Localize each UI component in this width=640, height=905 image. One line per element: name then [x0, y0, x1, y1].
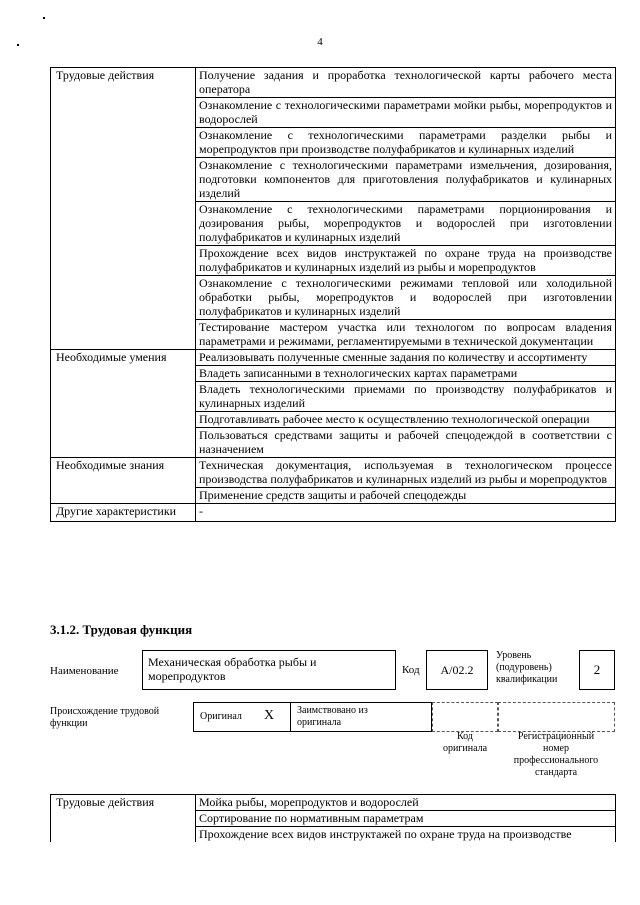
list-item: Ознакомление с технологическими параметрами разделки рыбы и морепродуктов при производстве полуфабрикатов и кулинарных изделий [196, 128, 616, 158]
list-item: Прохождение всех видов инструктажей по охране труда на производстве полуфабрикатов и кулинарных изделий из рыбы и морепродуктов [196, 246, 616, 276]
qualification-level-label: Уровень (подуровень) квалификации [496, 650, 558, 685]
table-row [51, 68, 616, 98]
row-label-other-characteristics: Другие характеристики [51, 504, 196, 522]
origin-code-field [432, 702, 498, 732]
list-item: Ознакомление с технологическими параметрами мойки рыбы, морепродуктов и водорослей [196, 98, 616, 128]
list-item: Техническая документация, используемая в технологическом процессе производства полуфабрикатов и кулинарных изделий из рыбы и морепродуктов [196, 458, 616, 488]
code-original-caption: Код оригинала [442, 731, 488, 754]
list-item: Подготавливать рабочее место к осуществлению технологической операции [196, 412, 616, 428]
function-name-value: Механическая обработка рыбы и морепродуктов [148, 655, 317, 683]
registration-number-caption: Регистрационный номер профессионального стандарта [513, 731, 599, 778]
labor-actions-table [50, 794, 616, 842]
list-item: Ознакомление с технологическими параметрами порционирования и дозирования рыбы, морепродуктов и водорослей при изготовлении полуфабрикатов и кулинарных изделий [196, 202, 616, 246]
list-item: Владеть технологическими приемами по производству полуфабрикатов и кулинарных изделий [196, 382, 616, 412]
main-requirements-table [50, 67, 616, 522]
borrowed-label: Заимствовано из оригинала [297, 705, 368, 728]
code-box [426, 650, 488, 690]
table-row [51, 795, 616, 811]
row-label-required-knowledge: Необходимые знания [51, 458, 196, 504]
list-item: Сортирование по нормативным параметрам [196, 811, 616, 827]
list-item: - [196, 504, 616, 522]
list-item: Получение задания и проработка технологической карты рабочего места оператора [196, 68, 616, 98]
list-item: Прохождение всех видов инструктажей по охране труда на производстве [196, 827, 616, 843]
original-mark: X [264, 708, 275, 723]
name-label: Наименование [50, 665, 119, 677]
page-number: 4 [317, 36, 323, 48]
origin-original-box [193, 702, 291, 732]
list-item: Применение средств защиты и рабочей спецодежды [196, 488, 616, 504]
row-label-labor-actions: Трудовые действия [51, 795, 196, 843]
row-label-required-skills: Необходимые умения [51, 350, 196, 458]
list-item: Ознакомление с технологическими режимами тепловой или холодильной обработки рыбы, морепродуктов и водорослей при изготовлении полуфабрикатов и кулинарных изделий [196, 276, 616, 320]
original-label: Оригинал [200, 711, 242, 722]
table-row [51, 504, 616, 522]
list-item: Пользоваться средствами защиты и рабочей спецодеждой в соответствии с назначением [196, 428, 616, 458]
level-box [579, 650, 615, 690]
list-item: Владеть записанными в технологических картах параметрами [196, 366, 616, 382]
list-item: Тестирование мастером участка или технологом по вопросам владения параметрами и режимами, регламентируемыми в технической документации [196, 320, 616, 350]
level-value: 2 [593, 662, 601, 677]
code-value: A/02.2 [440, 663, 474, 677]
list-item: Реализовывать полученные сменные задания по количеству и ассортименту [196, 350, 616, 366]
code-label: Код [402, 664, 420, 676]
row-label-labor-actions: Трудовые действия [51, 68, 196, 350]
table-row [51, 350, 616, 366]
origin-borrowed-box [290, 702, 432, 732]
list-item: Мойка рыбы, морепродуктов и водорослей [196, 795, 616, 811]
function-name-box [142, 650, 396, 690]
table-row [51, 458, 616, 488]
list-item: Ознакомление с технологическими параметрами измельчения, дозирования, подготовки компонентов для приготовления полуфабрикатов и кулинарных изделий [196, 158, 616, 202]
section-heading: 3.1.2. Трудовая функция [50, 622, 193, 637]
scan-speck [43, 17, 45, 19]
origin-label: Происхождение трудовой функции [50, 706, 160, 729]
registration-number-field [498, 702, 615, 732]
